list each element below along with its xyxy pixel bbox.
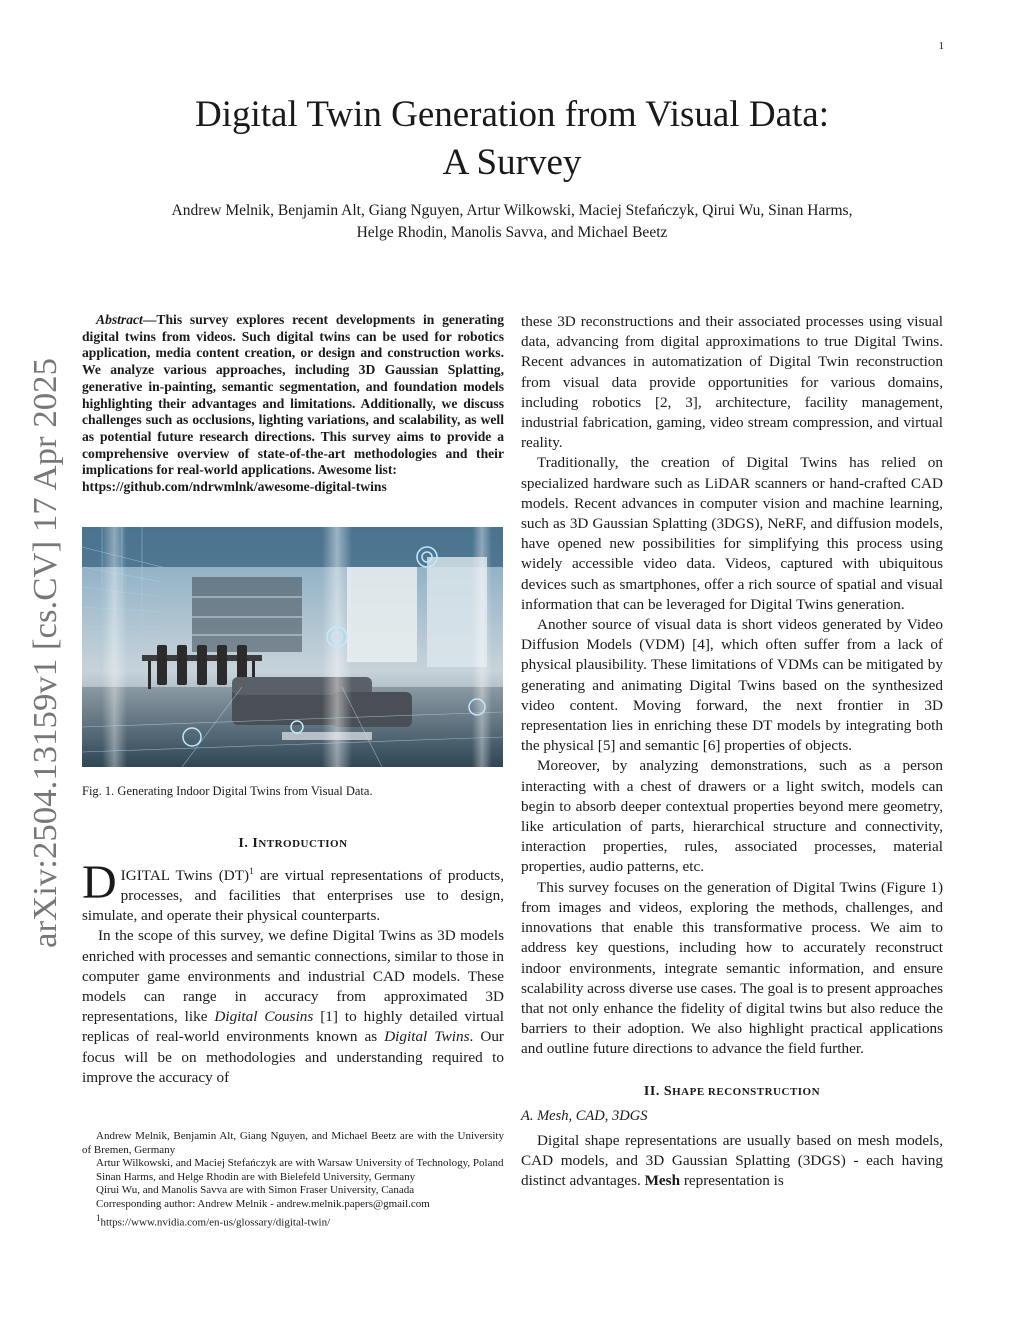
intro-paragraph-2 bbox=[82, 926, 504, 1088]
abstract-lead: Abstract bbox=[96, 312, 143, 327]
section-2-number: II. bbox=[643, 1083, 664, 1099]
right-p6-bold: Mesh bbox=[644, 1171, 681, 1189]
right-paragraph-6 bbox=[521, 1131, 943, 1192]
right-paragraph-1: these 3D reconstructions and their associated processes using visual data, advancing from digital approximations to true Digital Twins. Recent advances in automatization of Digital Twin reconstruction from visual data provide opportunities for various domains, including robotics [2, 3], architecture, facility management, industrial fabrication, gaming, video stream compression, and virtual reality. bbox=[521, 313, 943, 452]
subsection-a-heading: A. Mesh, CAD, 3DGS bbox=[521, 1107, 648, 1124]
intro-p2-c: . Our focus will be on methodologies and understanding required to improve the accuracy of bbox=[82, 1028, 504, 1086]
right-paragraph-3: Another source of visual data is short videos generated by Video Diffusion Models (VDM) [4], which often suffer from a lack of physical plausibility. These limitations of VDMs can be mitigated by generating and animating Digital Twins based on the synthesized video content. Moving forward, the next frontier in 3D representation lies in enriching these DT models by integrating both the physical [5] and semantic [6] properties of objects. bbox=[521, 616, 943, 755]
right-column bbox=[521, 312, 943, 1191]
abstract-text: —This survey explores recent developments in generating digital twins from videos. Such digital twins can be used for robotics application, media content creation, or design and construction works. We analyze various approaches, including 3D Gaussian Splatting, generative in-painting, semantic segmentation, and foundation models highlighting their advantages and limitations. Additionally, we discuss challenges such as occlusions, lighting variations, and scalability, as well as potential future research directions. This survey aims to provide a comprehensive overview of state-of-the-art methodologies and their implications for real-world applications. Awesome list: bbox=[82, 312, 504, 478]
intro-paragraph-1 bbox=[82, 855, 504, 927]
footnote-corresponding-author: Corresponding author: Andrew Melnik - andrew.melnik.papers@gmail.com bbox=[96, 1197, 430, 1210]
arxiv-identifier-text: arXiv:2504.13159v1 [cs.CV] 17 Apr 2025 bbox=[27, 371, 64, 948]
footnote-ref-1: 1 bbox=[249, 865, 254, 876]
footnote-affiliation-1: Andrew Melnik, Benjamin Alt, Giang Nguyen, and Michael Beetz are with the University of Bremen, Germany bbox=[82, 1130, 504, 1156]
awesome-list-link[interactable]: https://github.com/ndrwmlnk/awesome-digital-twins bbox=[82, 479, 387, 495]
section-2-title-rest: HAPE RECONSTRUCTION bbox=[672, 1085, 821, 1098]
right-paragraph-4: Moreover, by analyzing demonstrations, such as a person interacting with a chest of drawers or a light switch, models can begin to absorb deeper contextual properties beyond mere geometry, like articulation of parts, hierarchical structure and connectivity, interaction properties, rules, associated processes, material properties, audio patterns, etc. bbox=[521, 757, 943, 876]
section-1-initial: I bbox=[252, 835, 259, 851]
arxiv-identifier bbox=[12, 350, 72, 950]
right-paragraph-5: This survey focuses on the generation of Digital Twins (Figure 1) from images and videos, exploring the methods, challenges, and innovations that enable this transformative process. We aim to address key questions, including how to accurately reconstruct indoor environments, integrate semantic information, and ensure scalability across diverse use cases. The goal is to present approaches that not only enhance the fidelity of digital twins but also reduce the barriers to their adoption. We also highlight practical applications and outline future directions to advance the field further. bbox=[521, 878, 943, 1058]
abstract bbox=[82, 312, 504, 479]
footnote-affiliation-2: Artur Wilkowski, and Maciej Stefańczyk are with Warsaw University of Technology, Poland bbox=[96, 1157, 504, 1170]
paper-title-line2: A Survey bbox=[442, 142, 582, 183]
intro-p2-a: In the scope of this survey, we define Digital Twins as 3D models enriched with processes and semantic connections, similar to those in computer game environments and industrial CAD models. These models can range in accuracy from approximated 3D representations, like bbox=[82, 927, 504, 1026]
paper-title-line1: Digital Twin Generation from Visual Data: bbox=[195, 94, 829, 135]
section-1-heading bbox=[82, 836, 504, 852]
intro-p2-emphasis-2: Digital Twins bbox=[384, 1028, 470, 1046]
page-number: 1 bbox=[938, 40, 944, 52]
section-1-title-rest: NTRODUCTION bbox=[258, 837, 348, 850]
intro-p1-rest: are virtual representations of products, processes, and facilities that enterprises use to design, simulate, and operate their physical counterparts. bbox=[82, 866, 504, 925]
drop-cap: D bbox=[82, 855, 117, 909]
footnote-affiliation-3: Sinan Harms, and Helge Rhodin are with Bielefeld University, Germany bbox=[96, 1170, 416, 1183]
footnote-affiliation-4: Qirui Wu, and Manolis Savva are with Simon Fraser University, Canada bbox=[96, 1184, 415, 1197]
right-paragraph-2: Traditionally, the creation of Digital Twins has relied on specialized hardware such as LiDAR scanners or hand-crafted CAD models. Recent advances in computer vision and machine learning, such as 3D Gaussian Splatting (3DGS), NeRF, and diffusion models, have opened new possibilities for simplifying this process using widely accessible video data. Videos, captured with ubiquitous devices such as smartphones, offer a rich source of spatial and visual information that can be leveraged for Digital Twins generation. bbox=[521, 454, 943, 613]
footnote-1-marker: 1 bbox=[96, 1212, 101, 1223]
figure-1-image bbox=[82, 527, 503, 767]
section-1-number: I. bbox=[238, 835, 253, 851]
left-column bbox=[82, 312, 504, 1088]
footnote-1 bbox=[82, 1212, 504, 1230]
right-p6-b: representation is bbox=[680, 1171, 784, 1189]
digital-twin-room-illustration bbox=[82, 527, 503, 767]
author-list-line2: Helge Rhodin, Manolis Savva, and Michael Beetz bbox=[356, 224, 668, 241]
footnote-1-url[interactable]: https://www.nvidia.com/en-us/glossary/digital-twin/ bbox=[100, 1216, 331, 1229]
intro-p2-emphasis-1: Digital Cousins bbox=[214, 1008, 314, 1026]
section-2-heading bbox=[521, 1084, 943, 1100]
intro-p2-b: [1] to highly detailed virtual replicas of real-world environments known as bbox=[82, 1008, 504, 1046]
footnotes bbox=[82, 1130, 504, 1230]
figure-1-caption: Fig. 1. Generating Indoor Digital Twins from Visual Data. bbox=[82, 783, 373, 798]
right-p6-a: Digital shape representations are usually based on mesh models, CAD models, and 3D Gaussian Splatting (3DGS) - each having distinct advantages. bbox=[521, 1131, 943, 1189]
author-list-line1: Andrew Melnik, Benjamin Alt, Giang Nguyen, Artur Wilkowski, Maciej Stefańczyk, Qirui Wu, Sinan Harms, bbox=[171, 202, 853, 219]
intro-p1-start: IGITAL Twins (DT) bbox=[120, 866, 250, 884]
section-2-initial: S bbox=[663, 1083, 673, 1099]
